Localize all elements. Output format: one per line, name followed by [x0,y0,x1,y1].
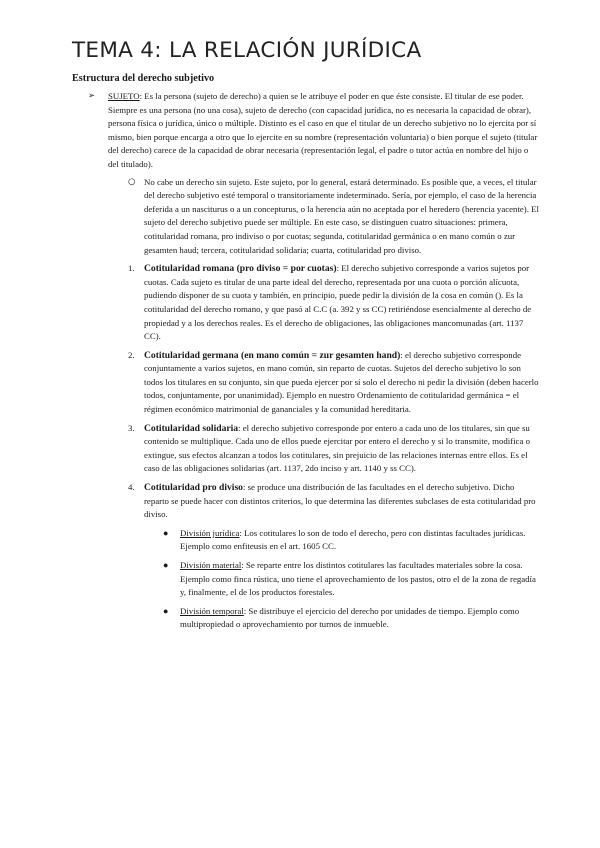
list-item [72,349,540,417]
item-text: : el derecho subjetivo corresponde conjuntamente a varios sujetos, en mano común, sin reparto de cuotas. Sujetos del derecho subjetivo lo son todos los titulares en su conjunto, sin que pueda ejercer por sí solo el derecho ni pedir la división (deben hacerlo todos, conjuntamente, por unanimidad). Ejemplo en nuestro Ordenamiento de cotitularidad germánica = el régimen económico matrimonial de gananciales y la comunidad hereditaria. [144,349,539,415]
item-number: 2. [128,349,135,360]
list-item [72,422,540,476]
sujeto-text: : Es la persona (sujeto de derecho) a quien se le atribuye el poder en que éste consiste. El titular de ese poder. Siempre es una persona (no una cosa), sujeto de derecho (con capacidad jurídica, no es necesaria la capacidad de obrar), persona física o jurídica, único o múltiple. Distinto es el caso en que el titular de un derecho subjetivo no lo ejercita por sí mismo, bien porque encarga a otro que lo ejercite en su nombre (representación voluntaria) o bien porque el sujeto (titular del derecho) carece de la capacidad de obrar necesaria (representación legal, el padre o tutor actúa en nombre del hijo o del titulado). [108,91,538,169]
sub-list-item [72,559,540,600]
list-item [72,481,540,522]
dot-bullet-icon: ● [163,560,169,570]
sub-point-text: No cabe un derecho sin sujeto. Este sujeto, por lo general, estará determinado. Es posible que, a veces, el titular del derecho subjetivo esté temporal o transitoriamente indeterminado. Sería, por ejemplo, el caso de la herencia deferida a un nasciturus o a un concepturus, o la herencia aún no aceptada por el heredero (herencia yacente). El sujeto del derecho subjetivo puede ser múltiple. En este caso, se distinguen cuatro situaciones: primera, cotitularidad romana, pro indiviso o por cuotas; segunda, cotitularidad germánica o en mano común o zur gesamten haud; tercera, cotitularidad solidaria; cuarta, cotitularidad pro diviso. [144,176,539,255]
item-number: 1. [128,263,135,274]
page-title: TEMA 4: LA RELACIÓN JURÍDICA [72,38,422,63]
circle-bullet-icon: ○ [128,176,136,187]
section-heading: Estructura del derecho subjetivo [72,73,215,84]
item-term: Cotitularidad germana (en mano común = zur gesamten hand) [144,349,401,361]
item-term: Cotitularidad solidaria [144,422,239,434]
list-item [72,262,540,344]
dot-bullet-icon: ● [163,605,169,616]
sub-item-term: División material [180,560,242,570]
sujeto-term: SUJETO [108,91,140,101]
item-text: : el derecho subjetivo corresponde por entero a cada uno de los titulares, sin que su contenido se multiplique. Cada uno de ellos puede ejercitar por entero el derecho y si lo transmite, modifica o extingue, sus efectos alcanzan a todos los cotitulares, sin prejuicio de las relaciones internas entre ellos. Es el caso de las obligaciones solidarias (art. 1137, 2do inciso y art. 1140 y ss CC). [144,422,530,474]
sub-list-item [72,527,540,554]
sub-item-text: : Se distribuye el ejercicio del derecho por unidades de tiempo. Ejemplo como multipropiedad o aprovechamiento por turnos de inmueble. [180,605,520,630]
item-term: Cotitularidad pro diviso [144,482,243,494]
sujeto-paragraph [72,90,540,172]
sub-item-text: : Se reparte entre los distintos cotitulares las facultades materiales sobre la cosa. Ejemplo como finca rústica, uno tiene el aprovechamiento de los pastos, otro el de la zona de regadía y, finalmente, el de los productos forestales. [180,560,536,598]
sub-item-term: División jurídica [180,527,240,538]
item-text: : El derecho subjetivo corresponde a varios sujetos por cuotas. Cada sujeto es titular de una parte ideal del derecho, representada por una cuota o porción alícuota, pudiendo disponer de su cuota y también, en principio, puede pedir la división de la cosa en común (). Es la cotitularidad del derecho romano, y que pasó al C.C (a. 392 y ss CC) retiriéndose esencialmente al derecho de propiedad y a los derechos reales. Es el derecho de obligaciones, las obligaciones mancomunadas (art. 1137 CC). [144,263,532,342]
arrow-bullet-icon: ➢ [88,91,96,101]
item-term: Cotitularidad romana (pro diviso = por cuotas) [144,263,337,275]
sub-item-text: : Los cotitulares lo son de todo el derecho, pero con distintas facultades jurídicas. Ejemplo como enfiteusis en el art. 1605 CC. [180,527,526,552]
sub-point-paragraph [72,176,540,258]
dot-bullet-icon: ● [163,527,169,538]
item-number: 3. [128,422,135,433]
item-text: : se produce una distribución de las facultades en el derecho subjetivo. Dicho reparto se puede hacer con distintos criterios, lo que determina las diferentes subclases de esta cotitularidad pro diviso. [144,482,536,520]
sub-item-term: División temporal [180,605,244,616]
item-number: 4. [128,482,135,493]
sub-list-item [72,605,540,632]
